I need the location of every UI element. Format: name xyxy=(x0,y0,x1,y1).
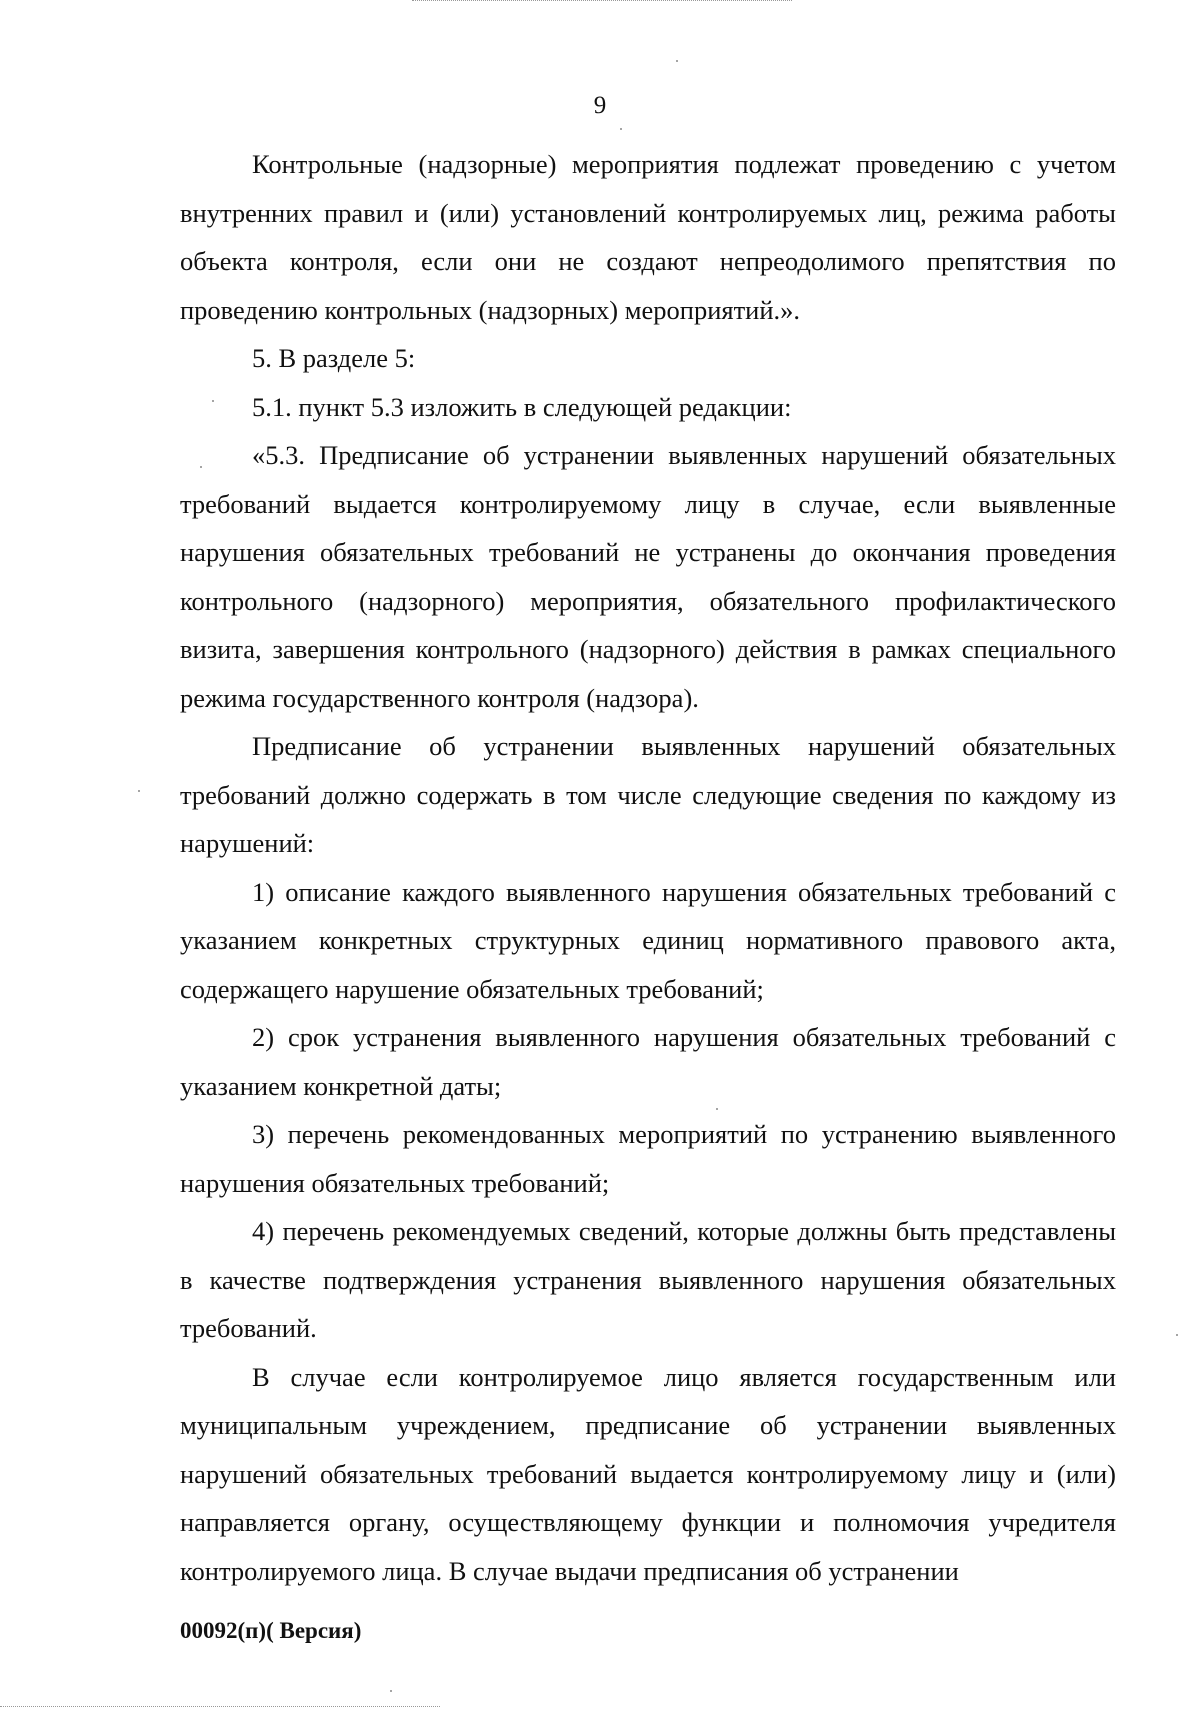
scan-speck xyxy=(212,400,214,402)
document-code: 00092(п) xyxy=(180,1618,267,1643)
list-item: 3) перечень рекомендованных мероприятий по устранению выявленного нарушения обязательных требований; xyxy=(180,1119,1116,1198)
paragraph: Контрольные (надзорные) мероприятия подлежат проведению с учетом внутренних правил и (или) установлений контролируемых лиц, режима работы объекта контроля, если они не создают непреодолимого препятствия по проведению контрольных (надзорных) мероприятий.». xyxy=(180,149,1116,325)
document-body xyxy=(180,140,1116,1595)
scan-speck xyxy=(390,1690,392,1692)
scan-speck xyxy=(1176,1334,1178,1336)
paragraph: В случае если контролируемое лицо является государственным или муниципальным учреждением, предписание об устранении выявленных нарушений обязательных требований выдается контролируемому лицу и (или) направляется органу, осуществляющему функции и полномочия учредителя контролируемого лица. В случае выдачи предписания об устранении xyxy=(180,1361,1116,1586)
document-version: ( Версия) xyxy=(266,1618,362,1643)
paragraph: 5. В разделе 5: xyxy=(252,343,416,373)
list-item: 1) описание каждого выявленного нарушения обязательных требований с указанием конкретных структурных единиц нормативного правового акта, содержащего нарушение обязательных требований; xyxy=(180,876,1116,1004)
scan-speck xyxy=(620,128,622,130)
list-item: 2) срок устранения выявленного нарушения обязательных требований с указанием конкретной даты; xyxy=(180,1022,1116,1101)
paragraph: Предписание об устранении выявленных нарушений обязательных требований должно содержать в том числе следующие сведения по каждому из нарушений: xyxy=(180,731,1116,858)
scan-edge-top xyxy=(412,0,792,2)
paragraph: «5.3. Предписание об устранении выявленных нарушений обязательных требований выдается контролируемому лицу в случае, если выявленные нарушения обязательных требований не устранены до окончания проведения контрольного (надзорного) мероприятия, обязательного профилактического визита, завершения контрольного (надзорного) действия в рамках специального режима государственного контроля (надзора). xyxy=(180,440,1116,713)
document-footer xyxy=(180,1618,361,1644)
list-item: 4) перечень рекомендуемых сведений, которые должны быть представлены в качестве подтверждения устранения выявленного нарушения обязательных требований. xyxy=(180,1216,1116,1343)
scan-speck xyxy=(676,60,678,62)
paragraph: 5.1. пункт 5.3 изложить в следующей редакции: xyxy=(252,391,792,422)
scan-speck xyxy=(200,466,202,468)
scan-speck xyxy=(138,790,140,792)
page-number: 9 xyxy=(593,92,607,119)
scan-edge-bottom xyxy=(0,1706,440,1708)
scan-speck xyxy=(716,1108,718,1110)
